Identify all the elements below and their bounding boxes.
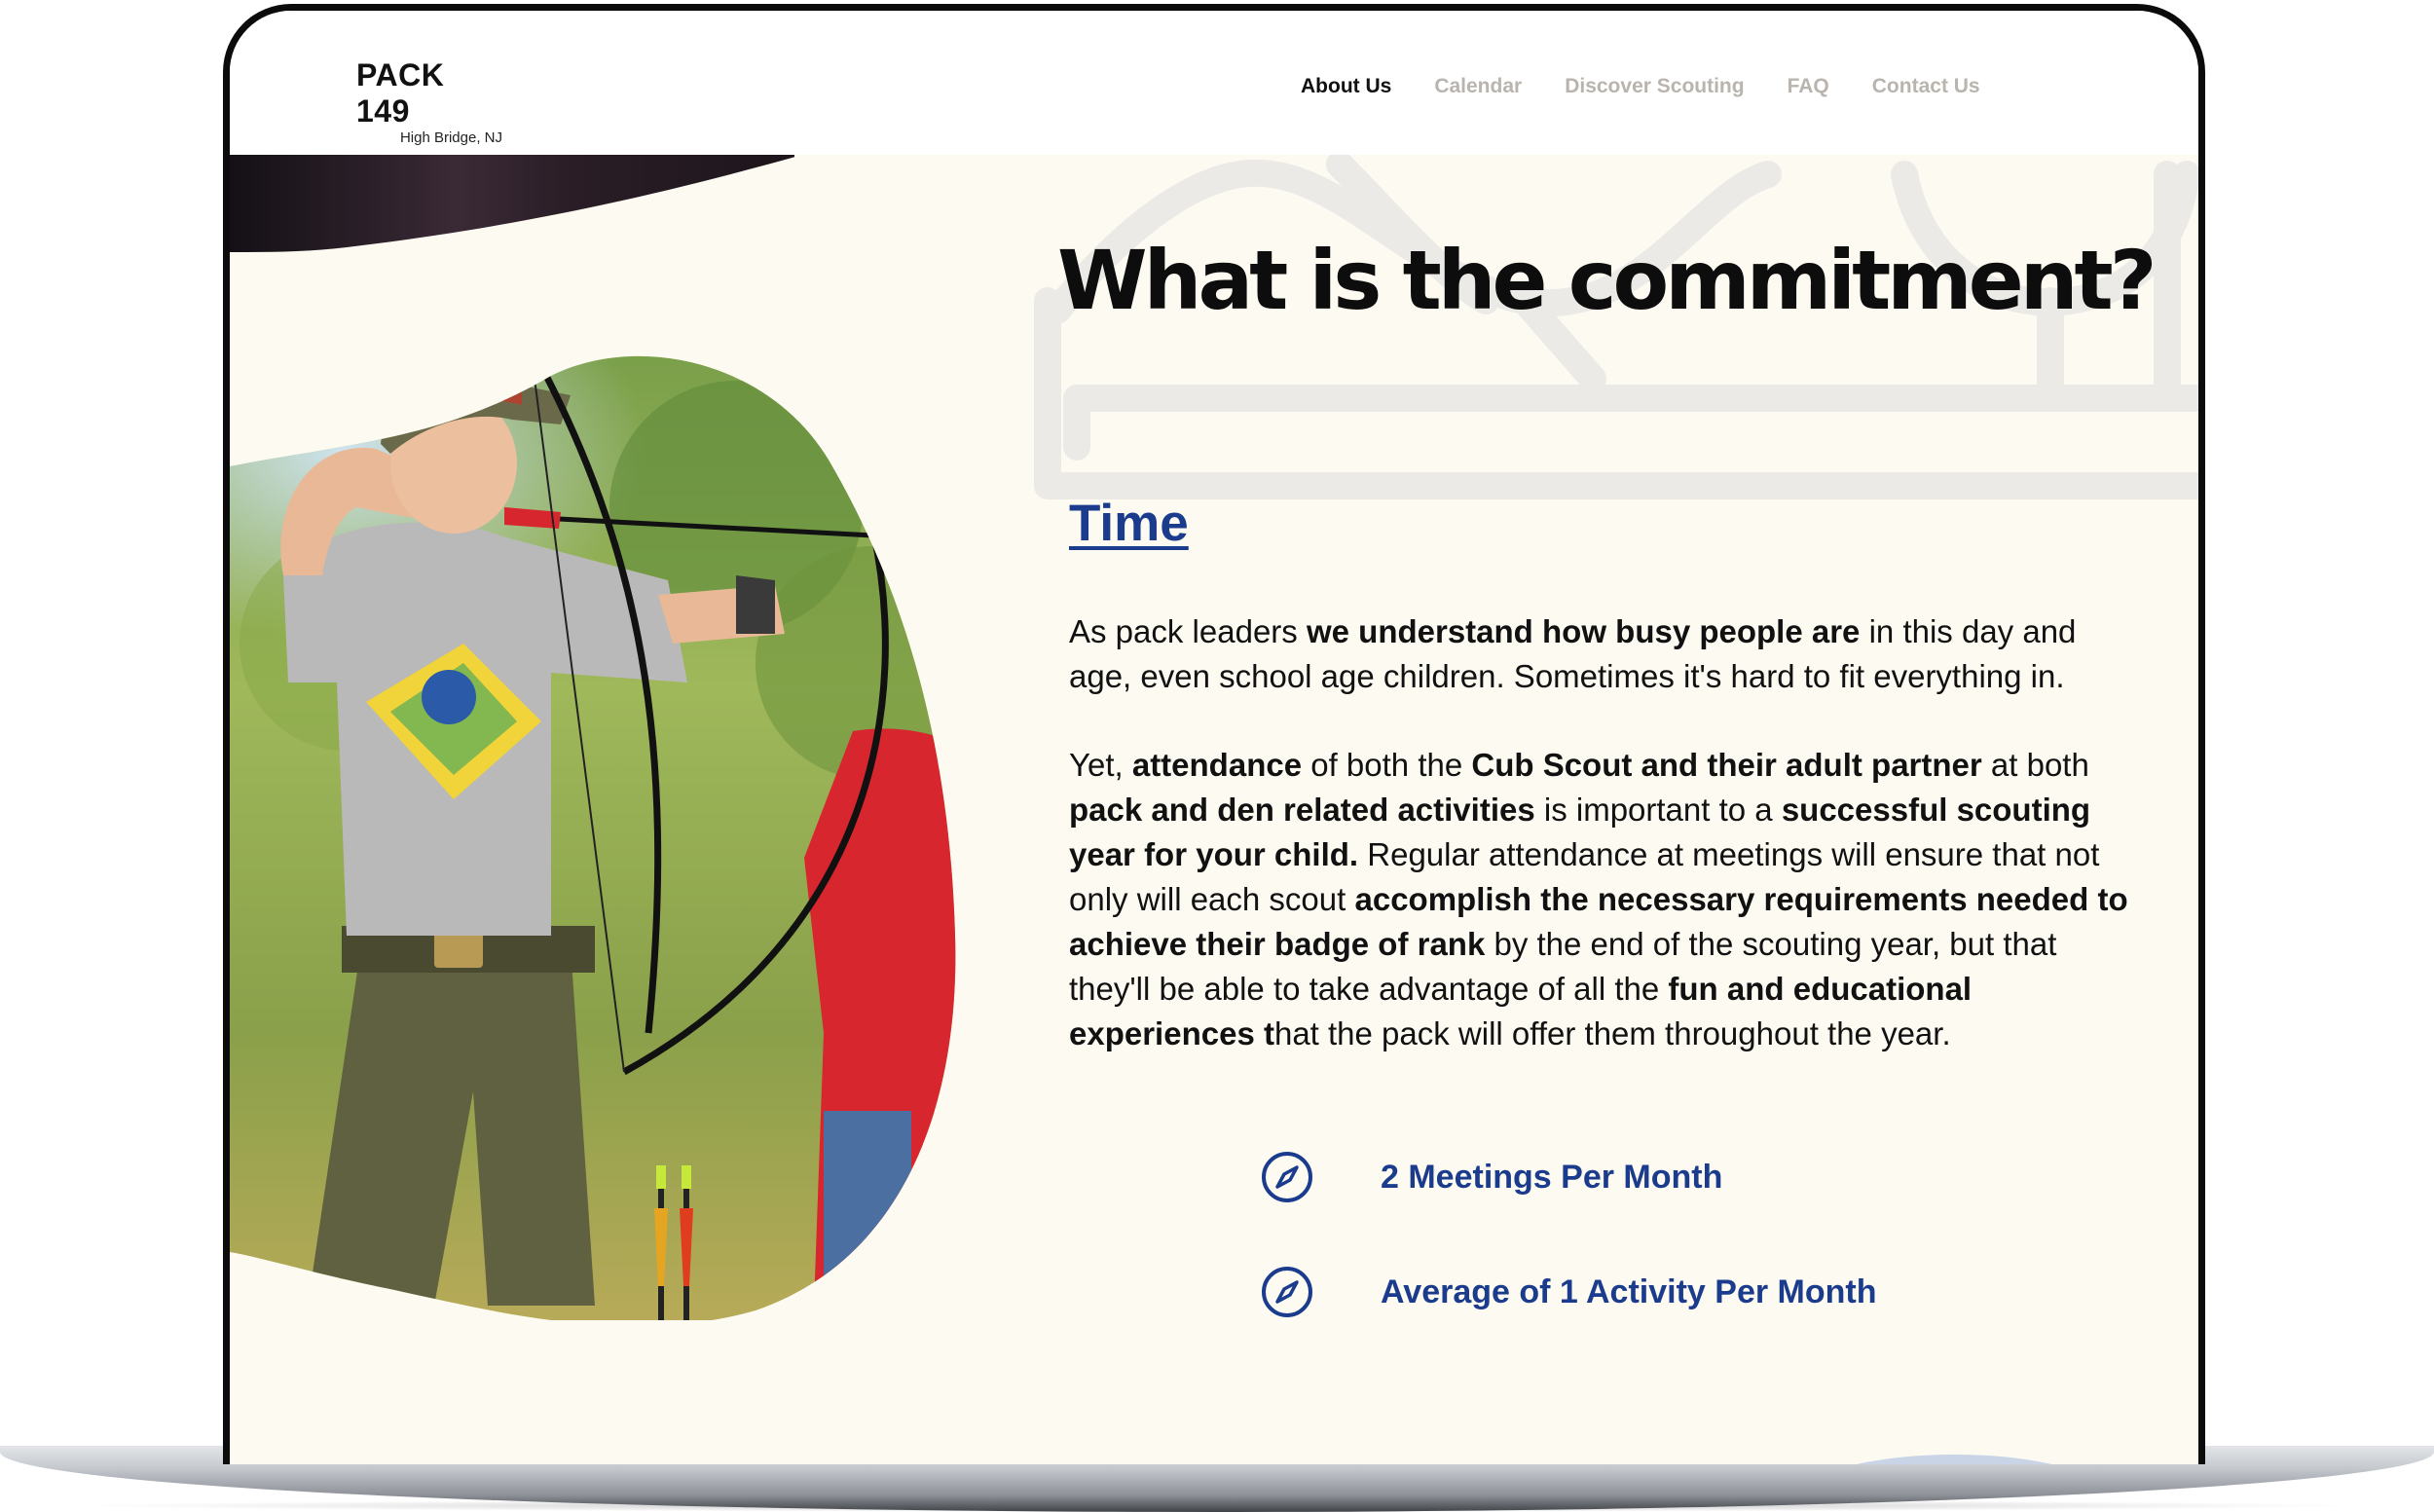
text-run: of both the: [1302, 747, 1472, 783]
bold-run: we understand how busy people are: [1306, 613, 1861, 649]
logo-title: PACK 149: [356, 57, 445, 129]
laptop-screen: [223, 4, 2205, 1464]
compass-icon: [1260, 1150, 1314, 1204]
feature-label: 2 Meetings Per Month: [1381, 1158, 1723, 1196]
text-run: by the end of the scouting year, but that they'll be able to take advantage of all the: [1069, 926, 2057, 1007]
bold-run: successful scouting year for your child.: [1069, 792, 2091, 872]
text-run: As pack leaders: [1069, 613, 1307, 649]
next-section-peek: [1807, 1442, 2060, 1464]
site-header: [230, 11, 2198, 155]
text-run: in this day and age, even school age children. Sometimes it's hard to fit everything in.: [1069, 613, 2077, 694]
text-run: is important to a: [1534, 792, 1782, 828]
nav-faq[interactable]: FAQ: [1787, 75, 1829, 97]
section-title-time[interactable]: Time: [1069, 495, 1189, 552]
text-run: Regular attendance at meetings will ensure that not only will each scout: [1069, 836, 2100, 917]
bold-run: accomplish the necessary requirements needed to achieve their badge of rank: [1069, 881, 2128, 962]
paragraph-busy-people: [1069, 609, 2140, 699]
bold-run: Cub Scout and their adult partner: [1471, 747, 1982, 783]
nav-contact-us[interactable]: Contact Us: [1871, 75, 1980, 97]
logo-subtitle: High Bridge, NJ: [399, 129, 502, 146]
bold-run: attendance: [1131, 747, 1303, 783]
text-run: at both: [1981, 747, 2089, 783]
background-watermark: [1018, 155, 2205, 505]
feature-activity: [1260, 1265, 1877, 1319]
compass-icon: [1260, 1265, 1314, 1319]
nav-discover-scouting[interactable]: Discover Scouting: [1565, 75, 1745, 97]
text-run: hat the pack will offer them throughout the year.: [1273, 1015, 1951, 1051]
scout-archery-photo: [230, 351, 989, 1320]
bold-run: fun and educational experiences t: [1069, 971, 1973, 1051]
nav-about-us[interactable]: About Us: [1301, 75, 1392, 97]
text-run: Yet,: [1069, 747, 1132, 783]
nav-calendar[interactable]: Calendar: [1434, 75, 1523, 97]
bold-run: pack and den related activities: [1069, 792, 1535, 828]
feature-label: Average of 1 Activity Per Month: [1381, 1272, 1877, 1310]
page-headline: What is the commitment?: [1057, 233, 2154, 328]
feature-meetings: [1260, 1150, 1722, 1204]
site-logo[interactable]: [356, 57, 502, 146]
top-photo-strip: [230, 155, 794, 252]
main-nav: [1301, 75, 1980, 98]
paragraph-attendance: [1069, 743, 2140, 1056]
